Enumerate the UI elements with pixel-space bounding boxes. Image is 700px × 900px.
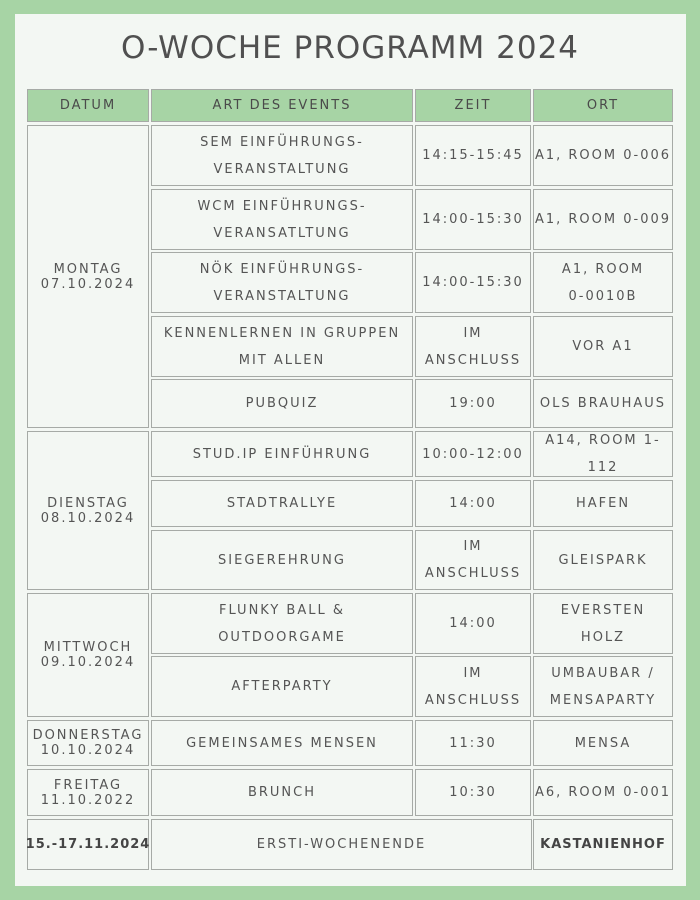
day-cell-text: MONTAG 07.10.2024 (40, 261, 136, 292)
event-cell-text: GEMEINSAMES MENSEN (186, 735, 378, 751)
time-cell-text: 11:30 (449, 735, 497, 751)
day-cell (27, 125, 149, 428)
event-cell-text: SEM EINFÜHRUNGS- VERANSTALTUNG (200, 134, 364, 177)
time-cell-text: 14:00-15:30 (422, 212, 524, 227)
header-datum (27, 89, 149, 122)
event-cell-text: AFTERPARTY (231, 679, 333, 694)
location-cell-text: A14, ROOM 1-112 (545, 433, 661, 475)
weekend-date-cell-text: 15.-17.11.2024 (25, 837, 151, 852)
day-cell (27, 720, 149, 766)
location-cell-text: A6, ROOM 0-001 (534, 785, 672, 800)
time-cell-text: 14:00-15:30 (422, 275, 524, 290)
location-cell-text: EVERSTEN HOLZ (560, 602, 646, 645)
location-cell-text: A1, ROOM 0-009 (534, 212, 672, 227)
location-cell (533, 431, 673, 477)
weekend-location-cell-text: KASTANIENHOF (540, 837, 666, 852)
location-cell-text: VOR A1 (572, 339, 634, 354)
time-cell (415, 431, 531, 477)
location-cell (533, 720, 673, 766)
time-cell (415, 189, 531, 250)
event-cell (151, 252, 413, 313)
location-cell-text: A1, ROOM 0-006 (534, 148, 672, 163)
location-cell-text: GLEISPARK (558, 552, 648, 568)
day-cell-text: DONNERSTAG 10.10.2024 (32, 728, 144, 758)
location-cell (533, 769, 673, 816)
header-zeit (415, 89, 531, 122)
time-cell-text: 10:30 (449, 785, 497, 800)
event-cell (151, 480, 413, 527)
location-cell-text: UMBAUBAR / MENSAPARTY (549, 665, 657, 708)
weekend-event-cell-text: ERSTI-WOCHENENDE (256, 837, 427, 852)
location-cell-text: A1, ROOM 0-0010B (561, 261, 645, 304)
event-cell (151, 720, 413, 766)
event-cell (151, 379, 413, 428)
time-cell-text: IM ANSCHLUSS (424, 539, 522, 581)
location-cell (533, 252, 673, 313)
time-cell-text: IM ANSCHLUSS (424, 325, 522, 368)
location-cell-text: OLS BRAUHAUS (539, 396, 667, 411)
location-cell (533, 593, 673, 654)
location-cell-text: HAFEN (575, 496, 631, 511)
event-cell-text: FLUNKY BALL & OUTDOORGAME (218, 602, 346, 645)
event-cell-text: STADTRALLYE (226, 496, 338, 511)
header-zeit-text: ZEIT (454, 98, 492, 113)
header-ort (533, 89, 673, 122)
day-cell-text: DIENSTAG 08.10.2024 (40, 495, 136, 526)
time-cell (415, 480, 531, 527)
event-cell (151, 189, 413, 250)
time-cell (415, 720, 531, 766)
day-cell (27, 593, 149, 717)
time-cell (415, 769, 531, 816)
event-cell (151, 125, 413, 186)
event-cell (151, 316, 413, 377)
header-datum-text: DATUM (59, 98, 117, 113)
time-cell (415, 252, 531, 313)
time-cell-text: 19:00 (449, 396, 497, 411)
location-cell (533, 656, 673, 717)
time-cell-text: IM ANSCHLUSS (424, 665, 522, 708)
event-cell-text: KENNENLERNEN IN GRUPPEN MIT ALLEN (163, 325, 401, 368)
event-cell-text: SIEGEREHRUNG (218, 552, 346, 568)
event-cell (151, 431, 413, 477)
event-cell (151, 769, 413, 816)
header-ort-text: ORT (586, 98, 620, 113)
day-cell (27, 769, 149, 816)
event-cell-text: NÖK EINFÜHRUNGS- VERANSTALTUNG (199, 261, 365, 304)
time-cell (415, 593, 531, 654)
location-cell (533, 530, 673, 590)
time-cell (415, 379, 531, 428)
event-cell (151, 530, 413, 590)
header-event (151, 89, 413, 122)
time-cell-text: 14:15-15:45 (422, 148, 524, 163)
event-cell-text: WCM EINFÜHRUNGS- VERANSATLTUNG (197, 198, 367, 241)
time-cell (415, 125, 531, 186)
location-cell (533, 480, 673, 527)
page-title: O-WOCHE PROGRAMM 2024 (120, 30, 580, 66)
location-cell (533, 316, 673, 377)
time-cell-text: 10:00-12:00 (422, 446, 524, 462)
header-event-text: ART DES EVENTS (212, 98, 352, 113)
day-cell (27, 431, 149, 590)
time-cell (415, 316, 531, 377)
location-cell (533, 379, 673, 428)
weekend-location-cell (533, 819, 673, 870)
time-cell-text: 14:00 (449, 496, 497, 511)
location-cell (533, 125, 673, 186)
day-cell-text: FREITAG 11.10.2022 (40, 777, 136, 808)
day-cell-text: MITTWOCH 09.10.2024 (40, 640, 136, 670)
event-cell (151, 593, 413, 654)
event-cell-text: STUD.IP EINFÜHRUNG (192, 446, 372, 462)
time-cell-text: 14:00 (449, 616, 497, 631)
location-cell-text: MENSA (574, 735, 632, 751)
weekend-date-cell (27, 819, 149, 870)
event-cell-text: PUBQUIZ (245, 396, 319, 411)
location-cell (533, 189, 673, 250)
weekend-event-cell (151, 819, 532, 870)
time-cell (415, 530, 531, 590)
event-cell-text: BRUNCH (247, 785, 317, 800)
event-cell (151, 656, 413, 717)
time-cell (415, 656, 531, 717)
